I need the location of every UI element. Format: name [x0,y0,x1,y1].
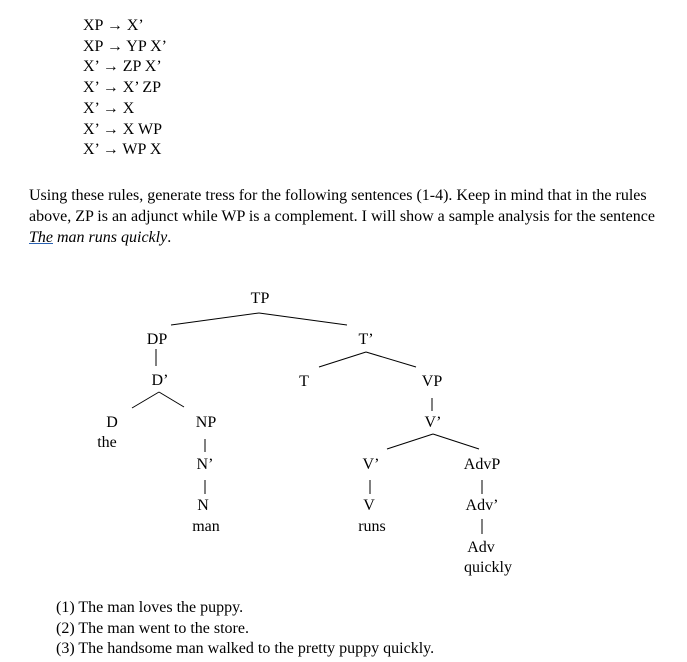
node-np: NP [195,414,217,431]
instructions-period: . [167,229,172,246]
node-n: N [197,497,209,514]
word-man: man [192,518,220,535]
node-vbar-top: V’ [424,414,442,431]
node-vbar: V’ [362,456,380,473]
rule-item: XP → YP X’ [83,37,168,55]
sentence-item: (3) The handsome man walked to the pretty puppy quickly. [56,640,435,657]
node-advp: AdvP [463,456,501,473]
branch-tbar-t [319,352,366,367]
node-d: D [106,414,118,431]
branch-dbar-np [159,392,184,407]
branch-tbar-vp [366,352,416,367]
rule-item: X’ → X [83,99,135,117]
node-tbar: T’ [358,331,374,348]
branch-dbar-d [132,392,159,408]
rule-item: X’ → ZP X’ [83,58,162,76]
rule-item: X’ → WP X [83,141,162,159]
instructions-text: Using these rules, generate tress for the following sentences (1-4). Keep in mind that in the rules above, ZP is an adjunct while WP is a complement. I will show a sample analysis for the sentence [29,187,655,225]
node-t: T [299,373,309,390]
node-dp: DP [146,331,168,348]
sentence-list [56,598,434,660]
rule-item: X’ → X WP [83,120,162,138]
word-quickly: quickly [464,559,512,576]
instructions-paragraph [29,185,669,248]
example-sentence-rest: man runs quickly [53,229,168,246]
node-adv: Adv [467,539,495,556]
word-the: the [97,434,117,451]
word-runs: runs [358,518,386,535]
branch-tp-tbar [259,313,347,325]
syntax-tree [0,280,687,590]
sentence-item: (2) The man went to the store. [56,619,249,637]
rule-item: XP → X’ [83,17,144,34]
node-tp: TP [250,290,270,307]
branch-vbar-vbar [387,434,433,449]
branch-vbar-advp [433,434,479,449]
node-nbar: N’ [196,456,214,473]
node-v: V [363,497,375,514]
phrase-structure-rules [83,16,167,161]
example-first-word: The [29,229,53,246]
node-vp: VP [421,373,443,390]
node-dbar: D’ [151,372,169,389]
node-advbar: Adv’ [465,497,499,514]
sentence-item: (1) The man loves the puppy. [56,599,244,616]
branch-tp-dp [171,313,259,325]
rule-item: X’ → X’ ZP [83,79,162,97]
